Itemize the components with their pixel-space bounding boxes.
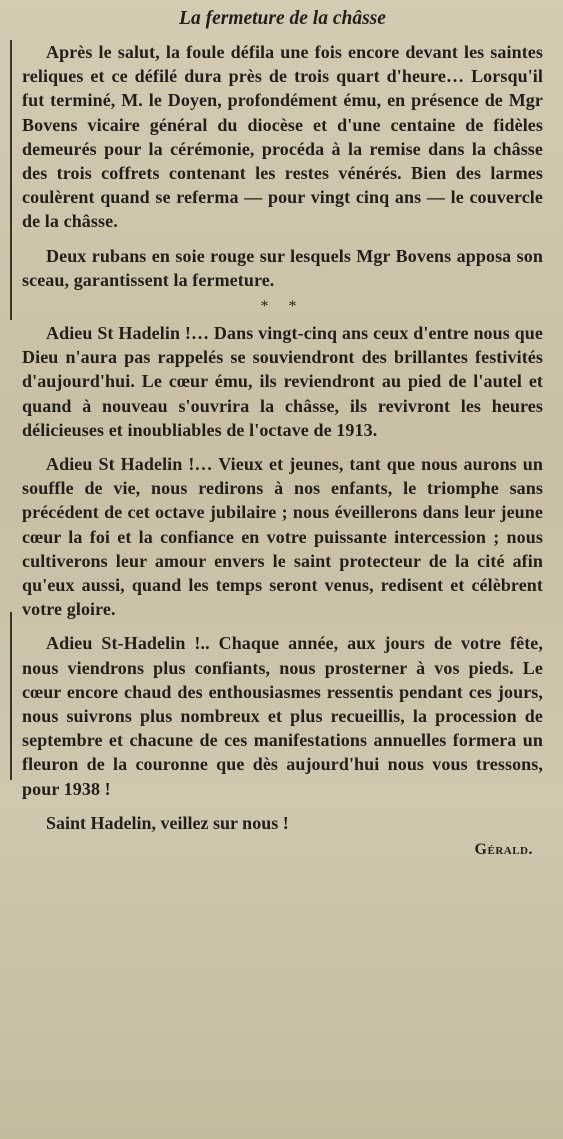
author-signature: Gérald. [474, 840, 533, 858]
closing-line: Saint Hadelin, veillez sur nous ! [46, 812, 289, 833]
paragraph-farewell-3: Adieu St-Hadelin !.. Chaque année, aux jours de votre fête, nous viendrons plus confiants, nous prosterner à vos pieds. Le cœur encore chaud des enthousiasmes ressentis pendant ces jours, nous suivrons plus nombreux et plus recueillis, la procession de septembre et chacune de ces manifestations annuelles formera un fleuron de la couronne que dès aujourd'hui nous vous tressons, pour 1938 ! [22, 633, 543, 799]
margin-rule-bottom [10, 612, 12, 780]
paragraph-farewell-2: Adieu St Hadelin !… Vieux et jeunes, tant que nous aurons un souffle de vie, nous redirons à nos enfants, le triomphe sans précédent de cet octave jubilaire ; nous éveillerons dans leur jeune cœur la foi et la confiance en votre puissante intercession ; nous cultiverons leur amour envers le saint protecteur de la cité afin qu'eux aussi, quand les temps seront venus, redisent et célèbrent votre gloire. [22, 454, 543, 620]
separator-asterisks: * * [260, 298, 305, 316]
margin-rule-top [10, 40, 12, 320]
section-separator [22, 298, 543, 316]
paragraph-closing-ceremony: Après le salut, la foule défila une fois encore devant les saintes reliques et ce défilé dura près de trois quart d'heure… Lorsqu'il fut terminé, M. le Doyen, profondément ému, en présence de Mgr Bovens vicaire général du diocèse et d'une centaine de fidèles demeurés pour la cérémonie, procéda à la remise dans la châsse des trois coffrets contenant les restes vénérés. Bien des larmes coulèrent quand se referma — pour vingt cinq ans — le couvercle de la châsse. [22, 42, 543, 232]
paragraph-farewell-1: Adieu St Hadelin !… Dans vingt-cinq ans ceux d'entre nous que Dieu n'aura pas rappelés se souviendront des brillantes festivités d'aujourd'hui. Le cœur ému, ils reviendront au pied de l'autel et quand à nouveau s'ouvrira la châsse, ils revivront les heures délicieuses et inoubliables de l'octave de 1913. [22, 323, 543, 440]
article-title: La fermeture de la châsse [179, 8, 386, 29]
paragraph-ribbons: Deux rubans en soie rouge sur lesquels Mgr Bovens apposa son sceau, garantissent la fermeture. [22, 245, 543, 290]
